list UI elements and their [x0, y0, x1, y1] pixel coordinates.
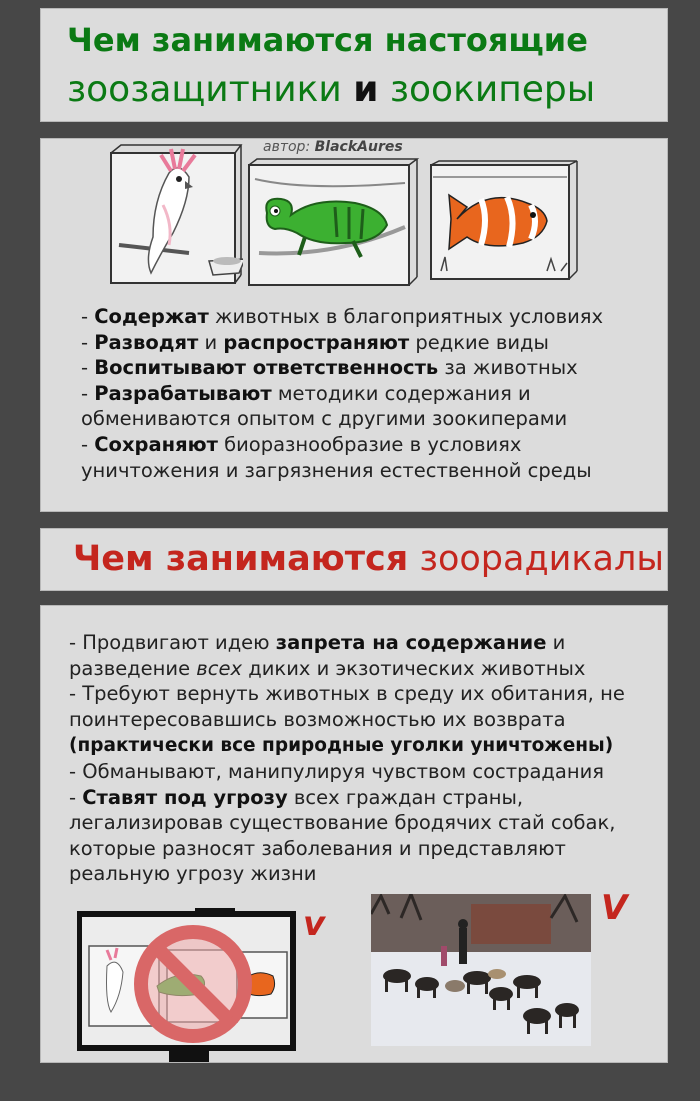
keepers-activities-list	[81, 304, 661, 483]
list-item: - Разводят и распространяют редкие виды	[81, 330, 549, 354]
clownfish-aquarium-illustration	[427, 159, 579, 283]
chameleon-terrarium-illustration	[245, 157, 421, 289]
list-item: - Разрабатывают методики содержания и обмениваются опытом с другими зоокиперами	[81, 381, 568, 431]
check-mark-left: v	[303, 904, 326, 944]
list-item: - Сохраняют биоразнообразие в условиях уничтожения и загрязнения естественной среды	[81, 432, 592, 482]
check-mark-right: V	[601, 888, 628, 928]
list-item: - Требуют вернуть животных в среду их обитания, не поинтересовавшись возможностью их возврата (практически все природные уголки уничтожены)	[69, 682, 625, 757]
list-item: - Обманывают, манипулируя чувством сострадания	[69, 759, 604, 783]
banned-zoo-tv-illustration	[77, 906, 301, 1066]
stray-dogs-photo	[371, 894, 591, 1046]
author-credit: автор: BlackAures	[263, 139, 403, 155]
list-item: - Продвигают идею запрета на содержание и разведение всех диких и экзотических животных	[69, 631, 586, 680]
title-panel-radicals	[40, 528, 668, 591]
radicals-activities-list	[69, 630, 665, 887]
title-panel-keepers	[40, 8, 668, 122]
radicals-panel	[40, 605, 668, 1063]
cockatoo-cage-illustration	[107, 141, 243, 287]
title-keepers-line2: зоозащитники и зоокиперы	[67, 69, 596, 110]
title-keepers-line1: Чем занимаются настоящие	[67, 21, 588, 59]
list-item: - Воспитывают ответственность за животных	[81, 356, 578, 380]
title-radicals: Чем занимаются зоорадикалы	[73, 539, 665, 579]
list-item: - Ставят под угрозу всех граждан страны, легализировав существование бродячих стай собак, которые разносят заболевания и представляют реальную угрозу жизни	[69, 785, 616, 886]
list-item: - Содержат животных в благоприятных условиях	[81, 305, 604, 328]
keepers-panel	[40, 138, 668, 512]
